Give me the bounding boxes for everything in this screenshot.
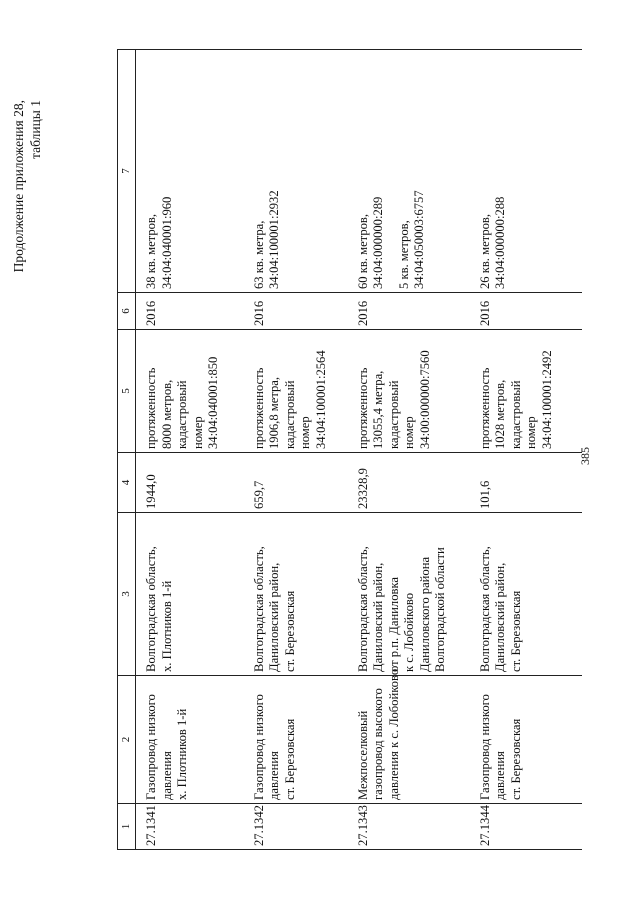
object-description: протяженность 1028 метров, кадастровый номер 34:04:100001:2492 — [470, 330, 582, 453]
table-row — [470, 50, 582, 850]
header-cell: 1 — [118, 804, 136, 850]
table-row — [348, 50, 470, 850]
continuation-line-2: таблицы 1 — [28, 100, 43, 159]
object-value: 1944,0 — [136, 453, 244, 513]
object-year: 2016 — [136, 293, 244, 330]
object-value: 101,6 — [470, 453, 582, 513]
object-year: 2016 — [348, 293, 470, 330]
continuation-line-1: Продолжение приложения 28, — [11, 100, 26, 273]
header-row — [118, 50, 136, 850]
object-year: 2016 — [244, 293, 348, 330]
land-area: 63 кв. метра, 34:04:100001:2932 — [244, 50, 348, 293]
object-description: протяженность 1906,8 метра, кадастровый номер 34:04:100001:2564 — [244, 330, 348, 453]
object-year: 2016 — [470, 293, 582, 330]
header-cell: 6 — [118, 293, 136, 330]
header-cell: 5 — [118, 330, 136, 453]
object-description: протяженность 13055,4 метра, кадастровый номер 34:00:000000:7560 — [348, 330, 470, 453]
row-number: 27.1342 — [244, 804, 348, 850]
header-cell: 7 — [118, 50, 136, 293]
object-name: Газопровод низкого давления ст. Березовская — [470, 676, 582, 804]
header-cell: 4 — [118, 453, 136, 513]
continuation-note — [10, 100, 44, 272]
object-location: Волгоградская область, Даниловский район, ст. Березовская — [244, 513, 348, 676]
table-row — [136, 50, 244, 850]
page-number: 385 — [578, 447, 592, 465]
row-number: 27.1343 — [348, 804, 470, 850]
object-value: 659,7 — [244, 453, 348, 513]
land-area: 26 кв. метров, 34:04:000000:288 — [470, 50, 582, 293]
property-table — [117, 49, 582, 850]
row-number: 27.1344 — [470, 804, 582, 850]
header-cell: 2 — [118, 676, 136, 804]
object-location: Волгоградская область, Даниловский район, ст. Березовская — [470, 513, 582, 676]
object-name: Газопровод низкого давления х. Плотников 1-й — [136, 676, 244, 804]
object-location: Волгоградская область, Даниловский район, от р.п. Даниловка к с. Лобойково Даниловского района Волгоградской области — [348, 513, 470, 676]
land-area: 60 кв. метров, 34:04:000000:289 5 кв. метров, 34:04:050003:6757 — [348, 50, 470, 293]
header-cell: 3 — [118, 513, 136, 676]
land-area: 38 кв. метров, 34:04:040001:960 — [136, 50, 244, 293]
row-number: 27.1341 — [136, 804, 244, 850]
object-description: протяженность 8000 метров, кадастровый номер 34:04:040001:850 — [136, 330, 244, 453]
object-value: 23328,9 — [348, 453, 470, 513]
object-location: Волгоградская область, х. Плотников 1-й — [136, 513, 244, 676]
table-row — [244, 50, 348, 850]
object-name: Газопровод низкого давления ст. Березовская — [244, 676, 348, 804]
object-name: Межпоселковый газопровод высокого давления к с. Лобойково — [348, 676, 470, 804]
